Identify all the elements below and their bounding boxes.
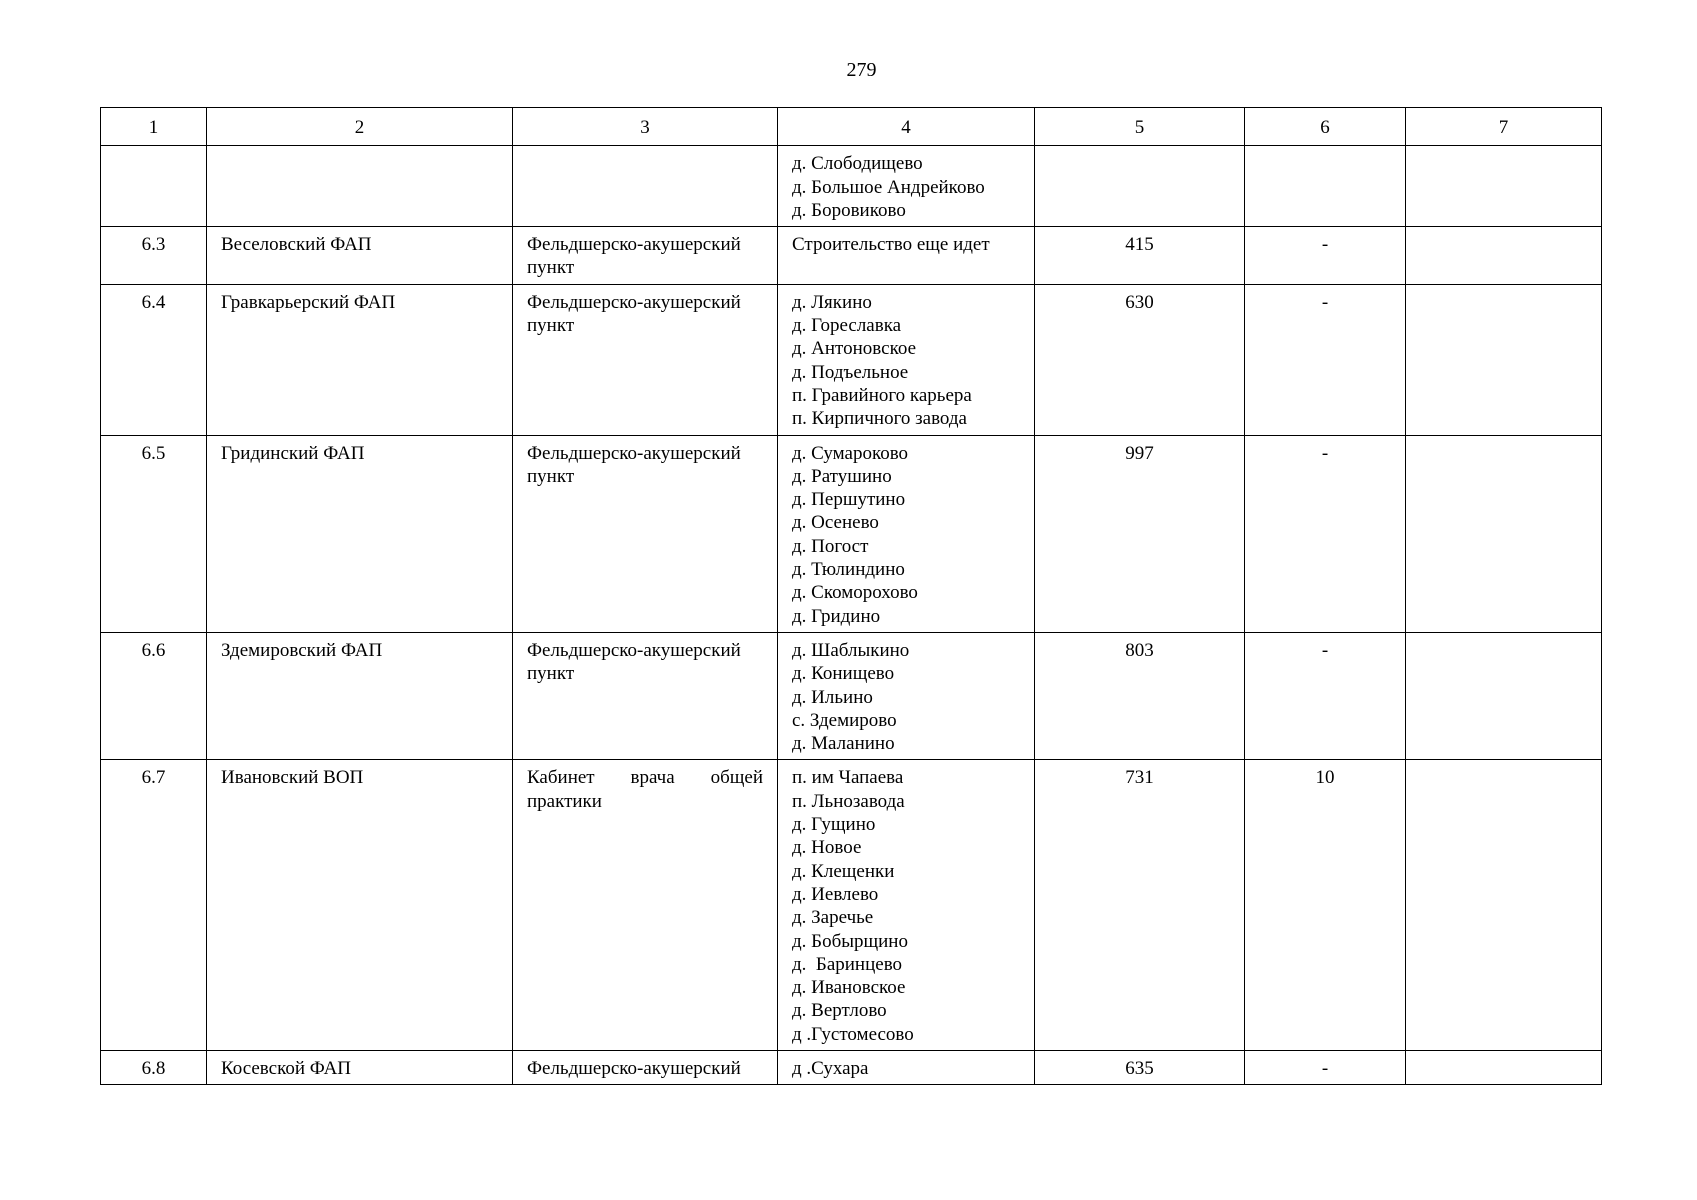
locations-cell [778, 227, 1035, 285]
facility-type-cell [513, 146, 778, 227]
location-item: д. Ратушино [792, 465, 892, 487]
population-cell: 997 [1035, 435, 1245, 632]
location-item: д. Осенево [792, 512, 879, 534]
page-number: 279 [846, 59, 877, 81]
extra-cell [1406, 284, 1602, 435]
location-item: д. Сумароково [792, 442, 909, 464]
location-item: д. Скоморохово [792, 582, 918, 604]
location-item: п. Льнозавода [792, 790, 905, 812]
table-body [101, 146, 1602, 1085]
location-item: д. Погост [792, 535, 869, 557]
facility-name-cell: Косевской ФАП [207, 1050, 513, 1084]
location-item: д. Новое [792, 837, 862, 859]
location-item: д. Шаблыкино [792, 639, 910, 661]
table-row [101, 284, 1602, 435]
facility-name-cell [207, 146, 513, 227]
location-item: Строительство еще идет [792, 234, 990, 256]
location-item: д. Ильино [792, 686, 873, 708]
location-item: д. Гущино [792, 814, 876, 836]
facility-type-cell: Фельдшерско-акушерский пункт [513, 435, 778, 632]
location-item: д. Баринцево [792, 953, 903, 975]
row-number-cell: 6.8 [101, 1050, 207, 1084]
location-item: д. Иевлево [792, 883, 879, 905]
location-item: д. Вертлово [792, 1000, 887, 1022]
facility-type-cell: Кабинет врача общей практики [513, 760, 778, 1051]
beds-cell: - [1245, 632, 1406, 759]
row-number-cell: 6.4 [101, 284, 207, 435]
facility-name-cell: Веселовский ФАП [207, 227, 513, 285]
location-item: д. Большое Андрейково [792, 176, 985, 198]
locations-cell [778, 1050, 1035, 1084]
column-header-3: 3 [513, 108, 778, 146]
beds-cell: - [1245, 227, 1406, 285]
location-item: д. Конищево [792, 663, 895, 685]
facility-name-cell: Гридинский ФАП [207, 435, 513, 632]
location-item: д. Клещенки [792, 860, 895, 882]
column-header-7: 7 [1406, 108, 1602, 146]
header-row [101, 108, 1602, 146]
table-row [101, 1050, 1602, 1084]
location-item: д. Лякино [792, 291, 872, 313]
row-number-cell: 6.5 [101, 435, 207, 632]
column-header-1: 1 [101, 108, 207, 146]
facility-type-cell: Фельдшерско-акушерский [513, 1050, 778, 1084]
beds-cell [1245, 146, 1406, 227]
column-header-6: 6 [1245, 108, 1406, 146]
population-cell: 635 [1035, 1050, 1245, 1084]
column-header-5: 5 [1035, 108, 1245, 146]
location-item: д. Бобырщино [792, 930, 908, 952]
location-item: д. Подъельное [792, 361, 909, 383]
location-item: д. Боровиково [792, 199, 906, 221]
table-row [101, 435, 1602, 632]
location-item: д. Заречье [792, 907, 874, 929]
location-item: п. им Чапаева [792, 767, 904, 789]
location-item: п. Гравийного карьера [792, 384, 972, 406]
location-item: п. Кирпичного завода [792, 408, 967, 430]
location-item: с. Здемирово [792, 709, 897, 731]
facility-name-cell: Гравкарьерский ФАП [207, 284, 513, 435]
column-header-2: 2 [207, 108, 513, 146]
beds-cell: - [1245, 435, 1406, 632]
locations-cell [778, 284, 1035, 435]
location-item: д. Маланино [792, 733, 895, 755]
facility-type-cell: Фельдшерско-акушерский пункт [513, 227, 778, 285]
extra-cell [1406, 1050, 1602, 1084]
location-item: д. Ивановское [792, 977, 906, 999]
extra-cell [1406, 227, 1602, 285]
locations-cell [778, 760, 1035, 1051]
facility-type-cell: Фельдшерско-акушерский пункт [513, 284, 778, 435]
locations-cell [778, 146, 1035, 227]
beds-cell: - [1245, 284, 1406, 435]
population-cell: 415 [1035, 227, 1245, 285]
extra-cell [1406, 760, 1602, 1051]
locations-cell [778, 632, 1035, 759]
locations-cell [778, 435, 1035, 632]
location-item: д .Густомесово [792, 1023, 914, 1045]
population-cell: 803 [1035, 632, 1245, 759]
extra-cell [1406, 435, 1602, 632]
row-number-cell: 6.3 [101, 227, 207, 285]
location-item: д .Сухара [792, 1057, 869, 1079]
row-number-cell: 6.7 [101, 760, 207, 1051]
population-cell: 731 [1035, 760, 1245, 1051]
beds-cell: - [1245, 1050, 1406, 1084]
column-header-4: 4 [778, 108, 1035, 146]
beds-cell: 10 [1245, 760, 1406, 1051]
facility-name-cell: Здемировский ФАП [207, 632, 513, 759]
population-cell: 630 [1035, 284, 1245, 435]
extra-cell [1406, 146, 1602, 227]
facilities-table [100, 107, 1602, 1085]
extra-cell [1406, 632, 1602, 759]
facility-type-cell: Фельдшерско-акушерский пункт [513, 632, 778, 759]
location-item: д. Гореславка [792, 315, 902, 337]
table-row [101, 227, 1602, 285]
location-item: д. Гридино [792, 605, 881, 627]
row-number-cell: 6.6 [101, 632, 207, 759]
location-item: д. Антоновское [792, 338, 917, 360]
location-item: д. Слободищево [792, 153, 923, 175]
population-cell [1035, 146, 1245, 227]
row-number-cell [101, 146, 207, 227]
table-row [101, 632, 1602, 759]
table-row [101, 760, 1602, 1051]
facility-name-cell: Ивановский ВОП [207, 760, 513, 1051]
table-row [101, 146, 1602, 227]
location-item: д. Тюлиндино [792, 559, 905, 581]
location-item: д. Першутино [792, 489, 906, 511]
